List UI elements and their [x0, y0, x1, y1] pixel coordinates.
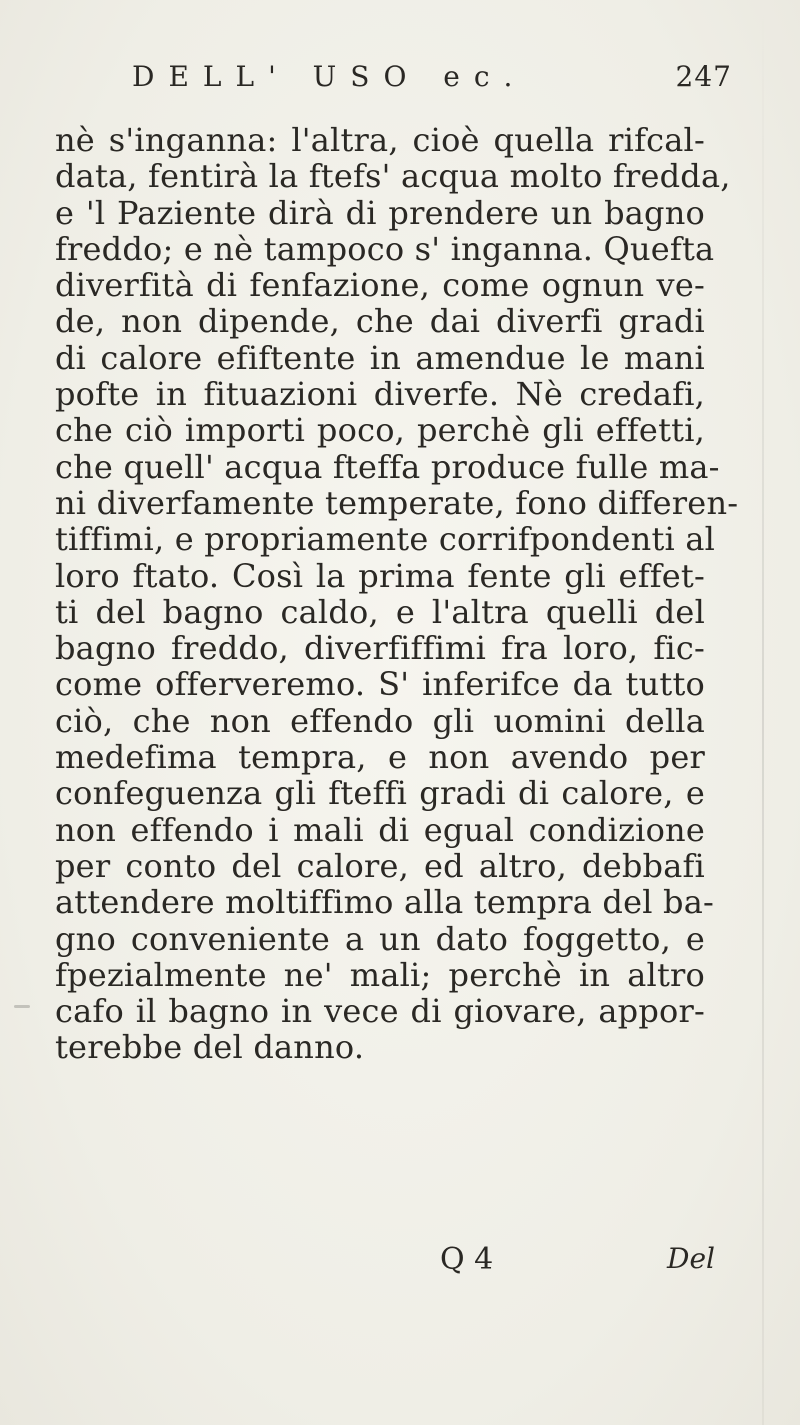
- text-line: ti del bagno caldo, e l'altra quelli del: [55, 592, 705, 631]
- paper-mark: [14, 1005, 30, 1008]
- text-line: di calore efiftente in amendue le mani: [55, 338, 705, 377]
- text-line: pofte in fituazioni diverfe. Nè credafi,: [55, 375, 705, 414]
- body-text: [55, 121, 739, 1067]
- text-line: gno conveniente a un dato foggetto, e: [55, 919, 705, 958]
- catchword: Del: [667, 1242, 715, 1275]
- text-line: ciò, che non effendo gli uomini della: [55, 701, 705, 740]
- text-line: che quell' acqua fteffa produce fulle ma-: [55, 447, 720, 486]
- text-line: non effendo i mali di egual condizione: [55, 810, 705, 849]
- text-line: nè s'inganna: l'altra, cioè quella rifcal-: [55, 121, 705, 159]
- text-line: attendere moltiffimo alla tempra del ba-: [55, 883, 714, 922]
- text-line: loro ftato. Così la prima fente gli effet-: [55, 556, 705, 595]
- text-line: per conto del calore, ed altro, debbafi: [55, 846, 705, 885]
- text-line: ni diverfamente temperate, fono differen-: [55, 483, 739, 522]
- text-line: fpezialmente ne' mali; perchè in altro: [55, 955, 705, 994]
- text-line: de, non dipende, che dai diverfi gradi: [55, 302, 705, 341]
- text-line: come offerveremo. S' inferifce da tutto: [55, 665, 705, 704]
- text-line: confeguenza gli fteffi gradi di calore, e: [55, 774, 705, 813]
- text-line: data, fentirà la ftefs' acqua molto fredda,: [55, 157, 731, 196]
- page-edge-shadow: [762, 0, 764, 1425]
- text-line-last: terebbe del danno.: [55, 1028, 365, 1067]
- running-title: DELL' USO ec.: [132, 60, 527, 93]
- text-line: bagno freddo, diverfiffimi fra loro, fic-: [55, 629, 705, 668]
- page-number: 247: [675, 60, 732, 93]
- text-line: che ciò importi poco, perchè gli effetti,: [55, 411, 705, 450]
- text-line: freddo; e nè tampoco s' inganna. Quefta: [55, 229, 715, 268]
- text-line: cafo il bagno in vece di giovare, appor-: [55, 992, 705, 1031]
- signature-mark: Q 4: [440, 1242, 494, 1277]
- page-footer: [55, 1242, 715, 1282]
- text-line: medefima tempra, e non avendo per: [55, 738, 705, 777]
- text-line: tiffimi, e propriamente corrifpondenti al: [55, 520, 716, 559]
- page-header: [132, 60, 732, 110]
- text-line: e 'l Paziente dirà di prendere un bagno: [55, 193, 705, 232]
- text-line: diverfità di fenfazione, come ognun ve-: [55, 266, 705, 305]
